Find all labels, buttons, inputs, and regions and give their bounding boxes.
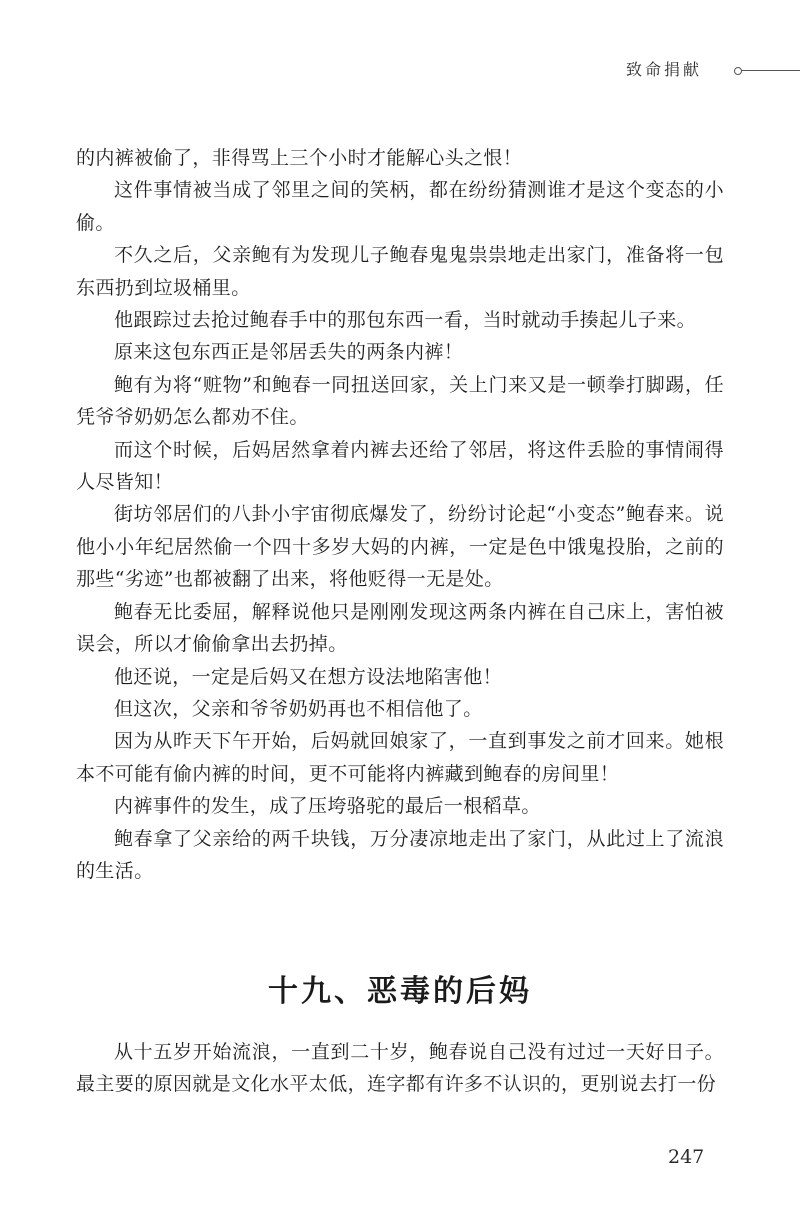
page-number: 247 [668,1146,705,1168]
paragraph: 从十五岁开始流浪，一直到二十岁，鲍春说自己没有过过一天好日子。最主要的原因就是文化水平太低，连字都有许多不认识的，更别说去打一份 [76,1041,724,1096]
running-header [0,58,800,88]
paragraph: 他还说，一定是后妈又在想方设法地陷害他！ [114,665,503,688]
paragraph: 鲍春拿了父亲给的两千块钱，万分凄凉地走出了家门，从此过上了流浪的生活。 [76,827,724,882]
chapter-body-text [76,1036,724,1101]
paragraph: 因为从昨天下午开始，后妈就回娘家了，一直到事发之前才回来。她根本不可能有偷内裤的时间，更不可能将内裤藏到鲍春的房间里！ [76,730,724,785]
paragraph: 街坊邻居们的八卦小宇宙彻底爆发了，纷纷讨论起“小变态”鲍春来。说他小小年纪居然偷一个四十多岁大妈的内裤，一定是色中饿鬼投胎，之前的那些“劣迹”也都被翻了出来，将他贬得一无是处。 [76,503,724,591]
paragraph: 原来这包东西正是邻居丢失的两条内裤！ [114,341,464,364]
paragraph: 内裤事件的发生，成了压垮骆驼的最后一根稻草。 [114,795,541,818]
paragraph: 而这个时候，后妈居然拿着内裤去还给了邻居，将这件丢脸的事情闹得人尽皆知！ [76,438,724,494]
paragraph: 鲍春无比委屈，解释说他只是刚刚发现这两条内裤在自己床上，害怕被误会，所以才偷偷拿出去扔掉。 [76,600,724,656]
paragraph: 但这次，父亲和爷爷奶奶再也不相信他了。 [114,697,483,720]
paragraph: 的内裤被偷了，非得骂上三个小时才能解心头之恨！ [76,147,523,169]
paragraph: 不久之后，父亲鲍有为发现儿子鲍春鬼鬼祟祟地走出家门，准备将一包东西扔到垃圾桶里。 [76,244,724,299]
paragraph: 他跟踪过去抢过鲍春手中的那包东西一看，当时就动手揍起儿子来。 [114,309,697,332]
running-header-title: 致命捐献 [625,60,702,79]
paragraph: 这件事情被当成了邻里之间的笑柄，都在纷纷猜测谁才是这个变态的小偷。 [76,179,724,234]
body-text [76,142,724,887]
header-ornament-rule [737,70,800,71]
chapter-heading: 十九、恶毒的后妈 [268,974,532,1009]
paragraph: 鲍有为将“赃物”和鲍春一同扭送回家，关上门来又是一顿拳打脚踢，任凭爷爷奶奶怎么都劝不住。 [76,373,724,429]
